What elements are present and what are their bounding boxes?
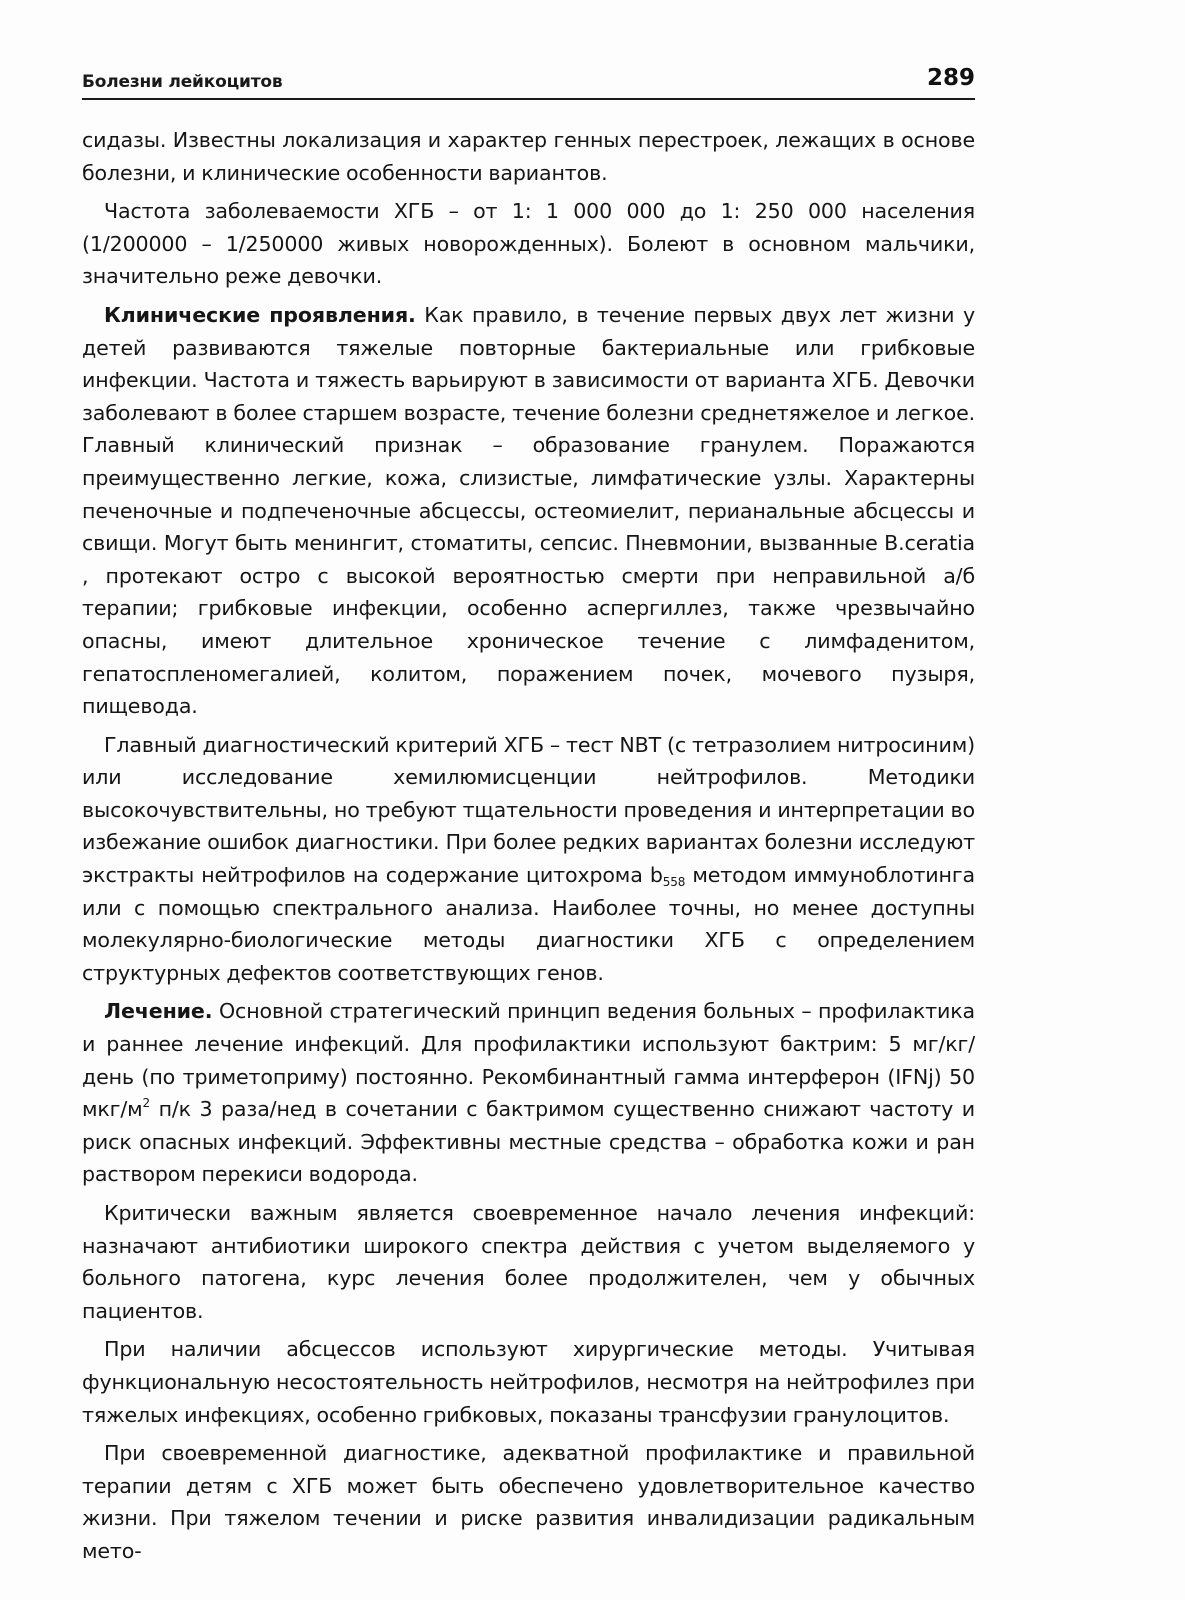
paragraph-prognosis <box>82 1437 975 1567</box>
paragraph-text: Главный диагностический критерий ХГБ – тест NBT (с тетразолием нитросиним) или исследование хемилюмисценции нейтрофилов. Методики высокочувствительны, но требуют тщательности проведения и интерпретации во избежание ошибок диагностики. При более редких вариантах болезни исследуют экстракты нейтрофилов на содержание цитохрома b <box>82 732 975 888</box>
paragraph-text: При своевременной диагностике, адекватной профилактике и правильной терапии детям с ХГБ может быть обеспечено удовлетворительное качество жизни. При тяжелом течении и риске развития инвалидизации радикальным мето- <box>82 1441 975 1563</box>
paragraph-text: Частота заболеваемости ХГБ – от 1: 1 000 000 до 1: 250 000 населения (1/200000 – 1/250000 живых новорожденных). Болеют в основном мальчики, значительно реже девочки. <box>82 199 975 289</box>
paragraph-antibiotics <box>82 1197 975 1327</box>
paragraph-text: Критически важным является своевременное начало лечения инфекций: назначают антибиотики широкого спектра действия с учетом выделяемого у больного патогена, курс лечения более продолжителен, чем у обычных пациентов. <box>82 1201 975 1323</box>
page-header <box>82 62 975 100</box>
paragraph-surgery <box>82 1333 975 1431</box>
paragraph-treatment <box>82 995 975 1191</box>
paragraph-text: Как правило, в течение первых двух лет жизни у детей развиваются тяжелые повторные бактериальные или грибковые инфекции. Частота и тяжесть варьируют в зависимости от варианта ХГБ. Девочки заболевают в более старшем возрасте, течение болезни среднетяжелое и легкое. Главный клинический признак – образование гранулем. Поражаются преимущественно легкие, кожа, слизистые, лимфатические узлы. Характерны печеночные и подпеченочные абсцессы, остеомиелит, перианальные абсцессы и свищи. Могут быть менингит, стоматиты, сепсис. Пневмонии, вызванные B.ceratia , протекают остро с высокой вероятностью смерти при неправильной а/б терапии; грибковые инфекции, особенно аспергиллез, также чрезвычайно опасны, имеют длительное хроническое течение с лимфаденитом, гепатоспленомегалией, колитом, поражением почек, мочевого пузыря, пищевода. <box>82 302 975 719</box>
running-head: Болезни лейкоцитов <box>82 72 283 92</box>
paragraph-text: сидазы. Известны локализация и характер генных перестроек, лежащих в основе болезни, и клинические особенности вариантов. <box>82 128 975 185</box>
section-lead-clinical: Клинические проявления. <box>104 302 416 327</box>
body-text <box>82 124 975 1574</box>
paragraph-text: Основной стратегический принцип ведения больных – профилактика и раннее лечение инфекций. Для профилактики используют бактрим: 5 мг/кг/день (по триметоприму) постоянно. Рекомбинантный гамма интерферон (IFNj) 50 мкг/м <box>82 999 975 1122</box>
paragraph-text: методом иммуноблотинга или с помощью спектрального анализа. Наиболее точны, но менее доступны молекулярно-биологические методы диагностики ХГБ с определением структурных дефектов соответствующих генов. <box>82 863 975 985</box>
paragraph-diagnostics <box>82 729 975 990</box>
header-rule <box>82 98 975 100</box>
paragraph-text: При наличии абсцессов используют хирургические методы. Учитывая функциональную несостоятельность нейтрофилов, несмотря на нейтрофилез при тяжелых инфекциях, особенно грибковых, показаны трансфузии гранулоцитов. <box>82 1337 975 1427</box>
paragraph-incidence <box>82 195 975 293</box>
page-number: 289 <box>926 65 975 91</box>
section-lead-treatment: Лечение. <box>104 999 213 1024</box>
subscript: 558 <box>662 875 686 890</box>
paragraph-continuation <box>82 124 975 189</box>
superscript: 2 <box>142 1096 151 1111</box>
paragraph-text: п/к 3 раза/нед в сочетании с бактримом существенно снижают частоту и риск опасных инфекций. Эффективны местные средства – обработка кожи и ран раствором перекиси водорода. <box>82 1097 975 1187</box>
paragraph-clinical <box>82 299 975 723</box>
